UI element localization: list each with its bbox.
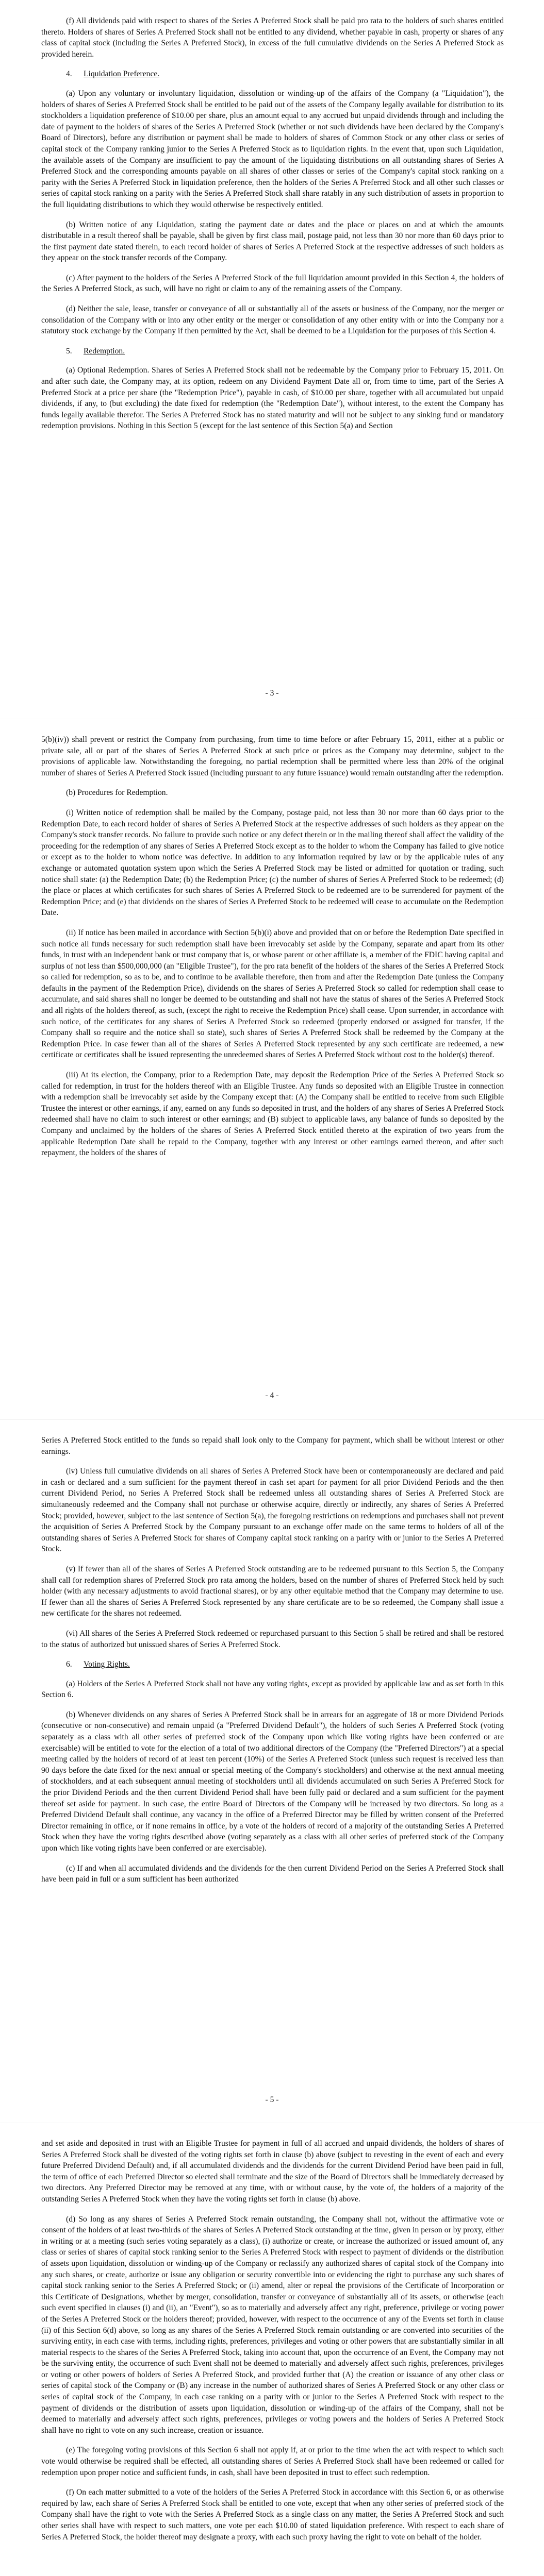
document-page-3 bbox=[0, 0, 544, 719]
section-heading-redemption bbox=[66, 346, 504, 357]
paragraph-5b-iv: (iv) Unless full cumulative dividends on all shares of Series A Preferred Stock have been or contemporaneously are declared and paid in cash or declared and a sum sufficient for the payment thereof in cash set apart for payment for all prior Dividend Periods and the then current Dividend Period, no Series A Preferred Stock shall be redeemed unless all outstanding shares of Series A Preferred Stock are simultaneously redeemed and the Company shall not purchase or otherwise acquire, directly or indirectly, any shares of Series A Preferred Stock; provided, however, subject to the last sentence of Section 5(a), the foregoing restrictions on redemptions and purchases shall not prevent the acquisition of Series A Preferred Stock by the Company pursuant to an exchange offer made on the same terms to holders of all of the outstanding shares of Series A Preferred Stock for shares of Company capital stock ranking on a parity with or junior to the Series A Preferred Stock. bbox=[41, 1467, 504, 1554]
document-page-6 bbox=[0, 2123, 544, 2576]
paragraph-6a: (a) Holders of the Series A Preferred Stock shall not have any voting rights, except as provided by applicable law and as set forth in this Section 6. bbox=[41, 1679, 504, 1700]
paragraph-continued: Series A Preferred Stock entitled to the funds so repaid shall look only to the Company for payment, which shall be without interest or other earnings. bbox=[41, 1436, 504, 1456]
paragraph-6d: (d) So long as any shares of Series A Preferred Stock remain outstanding, the Company shall not, without the affirmative vote or consent of the holders of at least two-thirds of the shares of Series A Preferred Stock outstanding at the time, given in person or by proxy, either in writing or at a meeting (such series voting separately as a class), (i) authorize or create, or increase the authorized or issued amount of, any class or series of shares of capital stock ranking senior to the Series A Preferred Stock with respect to payment of dividends or the distribution of assets upon liquidation, dissolution or winding-up of the Company or reclassify any authorized shares of capital stock of the Company into any such shares, or create, authorize or issue any obligation or security convertible into or evidencing the right to purchase any such shares of capital stock ranking senior to the Series A Preferred Stock; or (ii) amend, alter or repeal the provisions of the Certificate of Incorporation or this Certificate of Designations, whether by merger, consolidation, transfer or conveyance of substantially all of its assets, or otherwise (each such event specified in clauses (i) and (ii), an "Event"), so as to materially and adversely affect any right, preference, privilege or voting power of the Series A Preferred Stock or the holders thereof; provided, however, with respect to the occurrence of any of the Events set forth in clause (ii) of this Section 6(d) above, so long as any shares of the Series A Preferred Stock remain outstanding or are converted into securities of the surviving entity, in each case with terms, including rights, preferences, privileges and voting or other powers that are substantially similar in all material respects to the shares of the Series A Preferred Stock, taking into account that, upon the occurrence of an Event, the Company may not be the surviving entity, the occurrence of such Event shall not be deemed to materially and adversely affect such rights, preferences, privileges or voting or other powers of holders of Series A Preferred Stock, and provided further that (A) the creation or issuance of any other class or series of capital stock of the Company or (B) any increase in the number of authorized shares of Series A Preferred Stock or any other class or series of capital stock of the Company, in each case ranking on a parity with or junior to the Series A Preferred Stock with respect to the payment of dividends or the distribution of assets upon liquidation, dissolution or winding-up of the affairs of the Company, shall not be deemed to materially and adversely affect such rights, preferences, privileges or voting powers and the holders of Series A Preferred Stock shall have no right to vote on any such increase, creation or issuance. bbox=[41, 2214, 504, 2435]
paragraph-3f-dividends: (f) All dividends paid with respect to shares of the Series A Preferred Stock shall be paid pro rata to the holders of such shares entitled thereto. Holders of shares of Series A Preferred Stock shall not be entitled to any dividend, whether payable in cash, property or shares of any class of capital stock (including the Series A Preferred Stock), in excess of the full cumulative dividends on the Series A Preferred Stock as provided herein. bbox=[41, 16, 504, 59]
section-title: Redemption. bbox=[84, 346, 125, 355]
paragraph-5b-heading: (b) Procedures for Redemption. bbox=[66, 788, 168, 798]
paragraph-continued: 5(b)(iv)) shall prevent or restrict the Company from purchasing, from time to time before or after February 15, 2011, either at a public or private sale, all or part of the shares of Series A Preferred Stock at such price or prices as the Company may determine, subject to the provisions of applicable law. Notwithstanding the foregoing, no partial redemption shall be permitted where less than 20% of the original number of shares of Series A Preferred Stock issued (including pursuant to any future issuance) would remain outstanding after the redemption. bbox=[41, 735, 504, 777]
section-title: Liquidation Preference. bbox=[84, 70, 160, 79]
paragraph-6b: (b) Whenever dividends on any shares of Series A Preferred Stock shall be in arrears for an aggregate of 18 or more Dividend Periods (consecutive or non-consecutive) and remain unpaid (a "Preferred Dividend Default"), the holders of such Series A Preferred Stock (voting separately as a class with all other series of preferred stock of the Company upon which like voting rights have been conferred or are exercisable) will be entitled to vote for the election of a total of two additional directors of the Company (the "Preferred Directors") at a special meeting called by the holders of record of at least ten percent (10%) of the Series A Preferred Stock (unless such request is received less than 90 days before the date fixed for the next annual or special meeting of the Company's stockholders) and otherwise at the next annual meeting of stockholders, and at each subsequent annual meeting of stockholders until all dividends accumulated on such Series A Preferred Stock for the prior Dividend Periods and the then current Dividend Period shall have been fully paid or declared and a sum sufficient for the payment thereof set aside for payment. In such case, the entire Board of Directors of the Company will be increased by two directors. So long as a Preferred Dividend Default shall continue, any vacancy in the office of a Preferred Director may be filled by written consent of the Preferred Director remaining in office, or if none remains in office, by a vote of the holders of record of a majority of the outstanding Series A Preferred Stock when they have the voting rights described above (voting separately as a class with all other series of preferred stock of the Company upon which like voting rights have been conferred or are exercisable). bbox=[41, 1710, 504, 1853]
paragraph-5b-vi: (vi) All shares of the Series A Preferred Stock redeemed or repurchased pursuant to this Section 5 shall be retired and shall be restored to the status of authorized but unissued shares of Series A Preferred Stock. bbox=[41, 1629, 504, 1649]
section-heading-voting-rights bbox=[66, 1659, 504, 1670]
section-heading-liquidation bbox=[66, 69, 504, 80]
page-number: - 3 - bbox=[265, 689, 279, 698]
paragraph-5b-i: (i) Written notice of redemption shall be mailed by the Company, postage paid, not less than 30 nor more than 60 days prior to the Redemption Date, to each record holder of shares of Series A Preferred Stock at the respective addresses of such holders as they appear on the Company's stock transfer records. No failure to provide such notice or any defect therein or in the mailing thereof shall affect the validity of the proceeding for the redemption of any shares of Series A Preferred Stock except as to the holder to whom the Company has failed to give notice or except as to the holder to whom notice was defective. In addition to any information required by law or by the applicable rules of any exchange or automated quotation system upon which the Series A Preferred Stock may be listed or admitted for quotation or trading, such notice shall state: (a) the Redemption Date; (b) the Redemption Price; (c) the number of shares of Series A Preferred Stock to be redeemed; (d) the place or places at which certificates for such shares of Series A Preferred Stock to be redeemed are to be surrendered for payment of the Redemption Price; and (e) that dividends on the shares of Series A Preferred Stock to be redeemed will cease to accumulate on the Redemption Date. bbox=[41, 808, 504, 918]
paragraph-4c: (c) After payment to the holders of the Series A Preferred Stock of the full liquidation amount provided in this Section 4, the holders of the Series A Preferred Stock, as such, will have no right or claim to any of the remaining assets of the Company. bbox=[41, 273, 504, 294]
paragraph-5b-iii: (iii) At its election, the Company, prior to a Redemption Date, may deposit the Redemption Price of the Series A Preferred Stock so called for redemption, in trust for the holders thereof with an Eligible Trustee. Any funds so deposited with an Eligible Trustee in connection with a redemption shall be irrevocably set aside by the Company except that: (A) the Company shall be entitled to receive from such Eligible Trustee the interest or other earnings, if any, earned on any funds so deposited in trust, and the holders of any shares of Series A Preferred Stock redeemed shall have no claim to such interest or other earnings; and (B) subject to applicable laws, any balance of funds so deposited by the Company and unclaimed by the holders of the shares of Series A Preferred Stock entitled thereto at the expiration of two years from the applicable Redemption Date shall be repaid to the Company, together with any interest or other earnings earned thereon, and after such repayment, the holders of the shares of bbox=[41, 1071, 504, 1158]
page-content bbox=[41, 734, 504, 1167]
document-page-5 bbox=[0, 1419, 544, 2123]
page-content bbox=[41, 15, 504, 440]
page-content bbox=[41, 1435, 504, 1894]
paragraph-6f: (f) On each matter submitted to a vote of the holders of the Series A Preferred Stock in accordance with this Section 6, or as otherwise required by law, each share of Series A Preferred Stock shall be entitled to one vote, except that when any other series of preferred stock of the Company shall have the right to vote with the Series A Preferred Stock as a single class on any matter, the Series A Preferred Stock and such other series shall have with respect to such matters, one vote per each $10.00 of stated liquidation preference. With respect to each share of Series A Preferred Stock, the holder thereof may designate a proxy, with each such proxy having the right to vote on behalf of the holder. bbox=[41, 2488, 504, 2541]
document-page-4 bbox=[0, 719, 544, 1419]
paragraph-5b-ii: (ii) If notice has been mailed in accordance with Section 5(b)(i) above and provided that on or before the Redemption Date specified in such notice all funds necessary for such redemption shall have been irrevocably set aside by the Company, separate and apart from its other funds, in trust with an independent bank or trust company that is, or whose parent or other affiliate is, a member of the FDIC having capital and surplus of not less than $500,000,000 (an "Eligible Trustee"), for the pro rata benefit of the holders of the shares of the Series A Preferred Stock so called for redemption, so as to be, and to continue to be available therefore, then from and after the Redemption Date (unless the Company defaults in the payment of the Redemption Price), dividends on the shares of Series A Preferred Stock so called for redemption shall cease to accumulate, and said shares shall no longer be deemed to be outstanding and shall not have the status of shares of the Series A Preferred Stock and all rights of the holders thereof, as such, (except the right to receive the Redemption Price) shall cease. Upon surrender, in accordance with such notice, of the certificates for any shares of Series A Preferred Stock so redeemed (properly endorsed or assigned for transfer, if the Company shall so require and the notice shall so state), such shares of Series A Preferred Stock shall be redeemed by the Company at the Redemption Price. In case fewer than all of the shares of Series A Preferred Stock represented by any such certificate are redeemed, a new certificate or certificates shall be issued representing the unredeemed shares of Series A Preferred Stock without cost to the holder(s) thereof. bbox=[41, 928, 504, 1060]
page-content bbox=[41, 2138, 504, 2551]
section-title: Voting Rights. bbox=[84, 1660, 130, 1669]
paragraph-6e: (e) The foregoing voting provisions of this Section 6 shall not apply if, at or prior to the time when the act with respect to which such vote would otherwise be required shall be effected, all outstanding shares of Series A Preferred Stock shall have been redeemed or called for redemption upon proper notice and sufficient funds, in cash, shall have been deposited in trust to effect such redemption. bbox=[41, 2446, 504, 2477]
paragraph-4a: (a) Upon any voluntary or involuntary liquidation, dissolution or winding-up of the affairs of the Company (a "Liquidation"), the holders of shares of Series A Preferred Stock shall be entitled to be paid out of the assets of the Company legally available for distribution to its stockholders a liquidation preference of $10.00 per share, plus an amount equal to any accrued but unpaid dividends through and including the date of payment to the holders of shares of the Series A Preferred Stock (whether or not such dividends have been declared by the Company's Board of Directors), before any distribution or payment shall be made to holders of shares of Common Stock or any other class or series of capital stock of the Company ranking junior to the Series A Preferred Stock as to liquidation rights. In the event that, upon such Liquidation, the available assets of the Company are insufficient to pay the amount of the liquidating distributions on all outstanding shares of Series A Preferred Stock and the corresponding amounts payable on all shares of other classes or series of the Company's capital stock ranking on a parity with the Series A Preferred Stock in liquidation preference, then the holders of the Series A Preferred Stock and all other such classes or series of capital stock ranking on a parity with the Series A Preferred Stock shall share ratably in any such distribution of assets in proportion to the full liquidating distributions to which they would otherwise be respectively entitled. bbox=[41, 89, 504, 209]
paragraph-4d: (d) Neither the sale, lease, transfer or conveyance of all or substantially all of the assets or business of the Company, nor the merger or consolidation of the Company with or into any other entity or the merger or consolidation of any other entity with or into the Company nor a statutory stock exchange by the Company if then permitted by the Act, shall be deemed to be a Liquidation for the purposes of this Section 4. bbox=[41, 304, 504, 336]
section-number: 4. bbox=[66, 70, 72, 79]
paragraph-5a: (a) Optional Redemption. Shares of Series A Preferred Stock shall not be redeemable by the Company prior to February 15, 2011. On and after such date, the Company may, at its option, redeem on any Dividend Payment Date all or, from time to time, part of the Series A Preferred Stock at a price per share (the "Redemption Price"), payable in cash, of $10.00 per share, together with all accumulated but unpaid dividends, if any, to (but excluding) the date fixed for redemption (the "Redemption Date"), without interest, to the extent the Company has funds legally available therefor. The Series A Preferred Stock has no stated maturity and will not be subject to any sinking fund or mandatory redemption provisions. Nothing in this Section 5 (except for the last sentence of this Section 5(a) and Section bbox=[41, 366, 504, 431]
section-number: 5. bbox=[66, 346, 72, 355]
section-number: 6. bbox=[66, 1660, 72, 1669]
paragraph-continued: and set aside and deposited in trust with an Eligible Trustee for payment in full of all accrued and unpaid dividends, the holders of shares of Series A Preferred Stock shall be divested of the voting rights set forth in clause (b) above (subject to revesting in the event of each and every future Preferred Dividend Default) and, if all accumulated dividends and the dividends for the current Dividend Period have been paid in full, the term of office of each Preferred Director so elected shall terminate and the size of the Board of Directors shall be immediately decreased by two directors. Any Preferred Director may be removed at any time, with or without cause, by the vote of, the holders of a majority of the outstanding Series A Preferred Stock when they have the voting rights set forth in clause (b) above. bbox=[41, 2139, 504, 2204]
paragraph-5b-v: (v) If fewer than all of the shares of Series A Preferred Stock outstanding are to be redeemed pursuant to this Section 5, the Company shall call for redemption shares of Preferred Stock pro rata among the holders, based on the number of shares of Preferred Stock held by such holder (with any necessary adjustments to avoid fractional shares), or by any other equitable method that the Company may determine to use. If fewer than all the shares of Series A Preferred Stock represented by any share certificate are to be so redeemed, the Company shall issue a new certificate for the shares not redeemed. bbox=[41, 1564, 504, 1618]
paragraph-6c: (c) If and when all accumulated dividends and the dividends for the then current Dividend Period on the Series A Preferred Stock shall have been paid in full or a sum sufficient has been authorized bbox=[41, 1863, 504, 1884]
page-number: - 4 - bbox=[265, 1391, 279, 1400]
paragraph-4b: (b) Written notice of any Liquidation, stating the payment date or dates and the place or places on and at which the amounts distributable in a result thereof shall be payable, shall be given by first class mail, postage paid, not less than 30 nor more than 60 days prior to the first payment date stated therein, to each record holder of shares of Series A Preferred Stock at the respective addresses of such holders as they appear on the stock transfer records of the Company. bbox=[41, 220, 504, 263]
page-number: - 5 - bbox=[265, 2095, 279, 2104]
